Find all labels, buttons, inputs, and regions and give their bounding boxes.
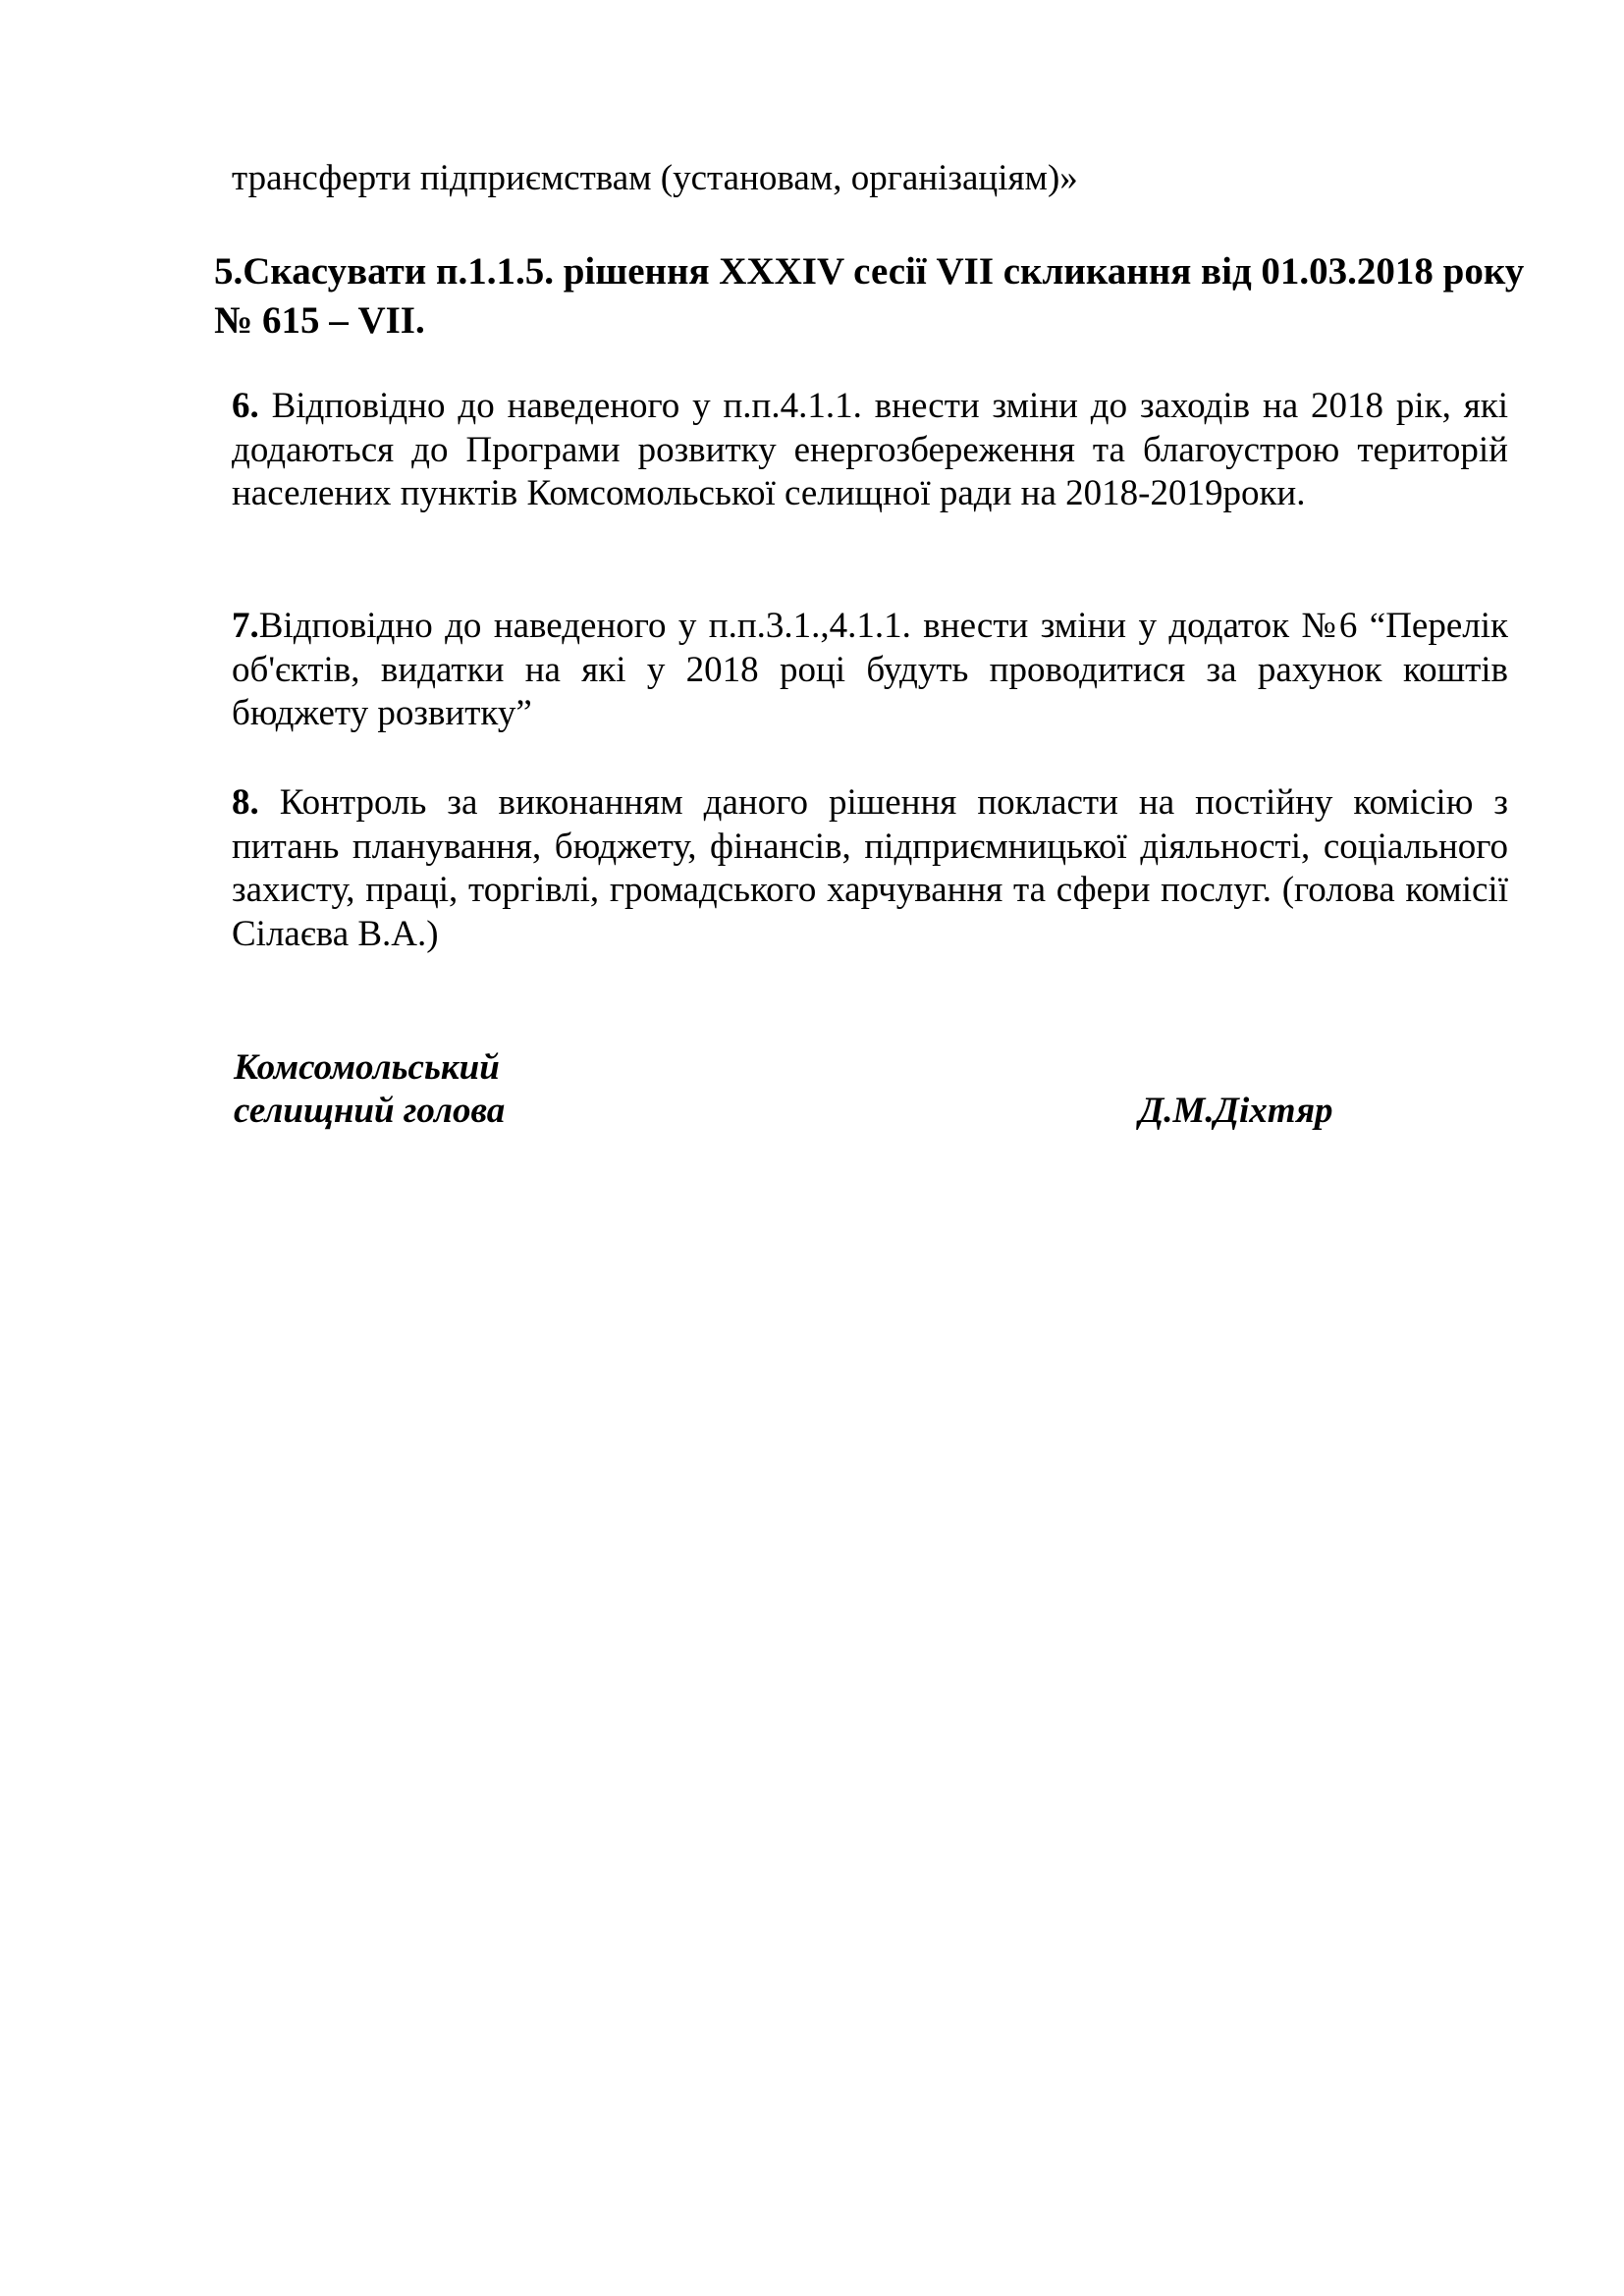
item-8-paragraph [232, 781, 1508, 956]
signature-title-line-2: селищний голова [234, 1091, 506, 1131]
item-8-text: Контроль за виконанням даного рішення покласти на постійну комісію з питань планування, бюджету, фінансів, підприємницької діяльності, соціального захисту, праці, торгівлі, громадського харчування та сфери послуг. (голова комісії Сілаєва В.А.) [232, 782, 1508, 954]
continuation-line: трансферти підприємствам (установам, організаціям)» [232, 158, 1078, 198]
item-7-number: 7. [232, 606, 259, 646]
signature-title-line-1: Комсомольський [234, 1047, 500, 1088]
item-7-paragraph [232, 605, 1508, 736]
signature-title [234, 1046, 505, 1133]
signature-name: Д.М.Діхтяр [1139, 1091, 1333, 1131]
item-6-paragraph [232, 385, 1508, 516]
item-7-text: Відповідно до наведеного у п.п.3.1.,4.1.1. внести зміни у додаток №6 “Перелік об'єктів, видатки на які у 2018 році будуть проводитися за рахунок коштів бюджету розвитку” [232, 606, 1508, 733]
item-5-heading: 5.Скасувати п.1.1.5. рішення XXXIV сесії VII скликання від 01.03.2018 року № 615 – VII. [214, 250, 1525, 342]
item-6-number: 6. [232, 386, 259, 426]
item-6-text: Відповідно до наведеного у п.п.4.1.1. внести зміни до заходів на 2018 рік, які додаються до Програми розвитку енергозбереження та благоустрою територій населених пунктів Комсомольської селищної ради на 2018-2019роки. [232, 386, 1508, 513]
item-8-number: 8. [232, 782, 259, 823]
